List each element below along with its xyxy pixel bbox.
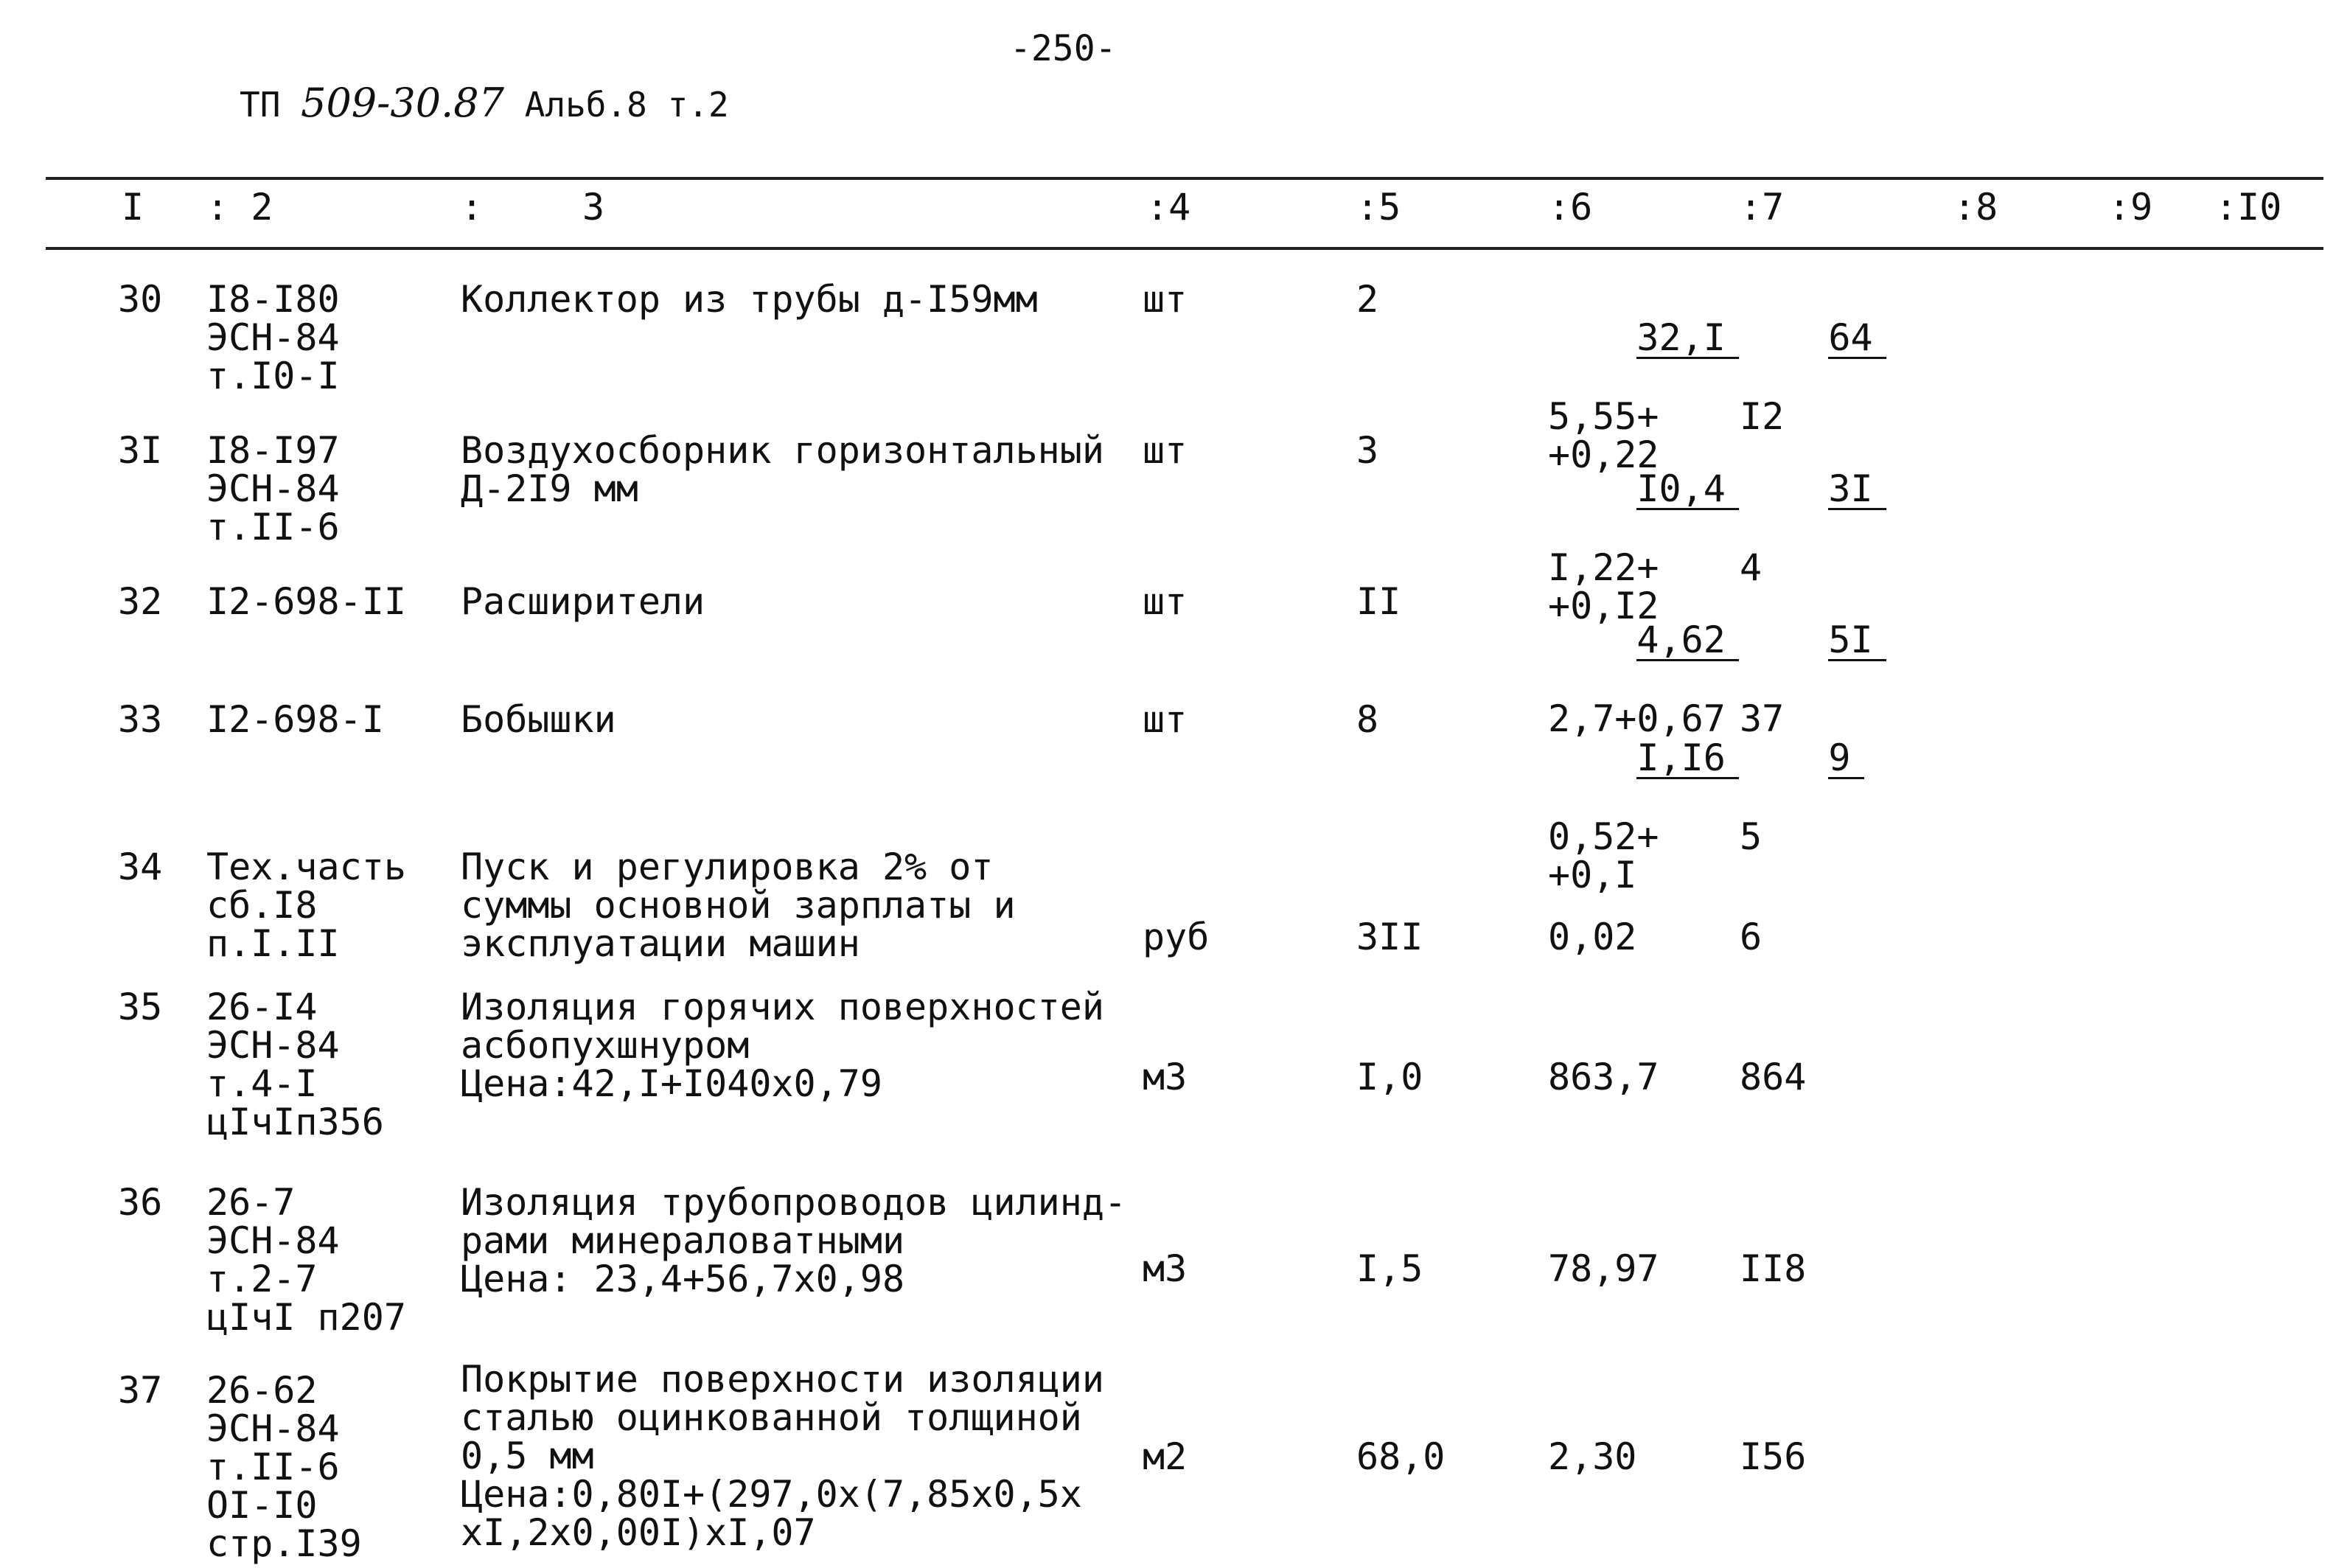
row-number: 35 [118,986,163,1028]
total-cost-wages: I2 [1740,395,1785,438]
norm-code: I8-I97 ЭСН-84 т.II-6 [206,429,340,548]
norm-code: Тех.часть сб.I8 п.I.II [206,846,406,965]
work-description: Пуск и регулировка 2% от суммы основной зарплаты и эксплуатации машин [461,846,1016,965]
row-number: 32 [118,580,163,623]
header-col-7: :7 [1740,186,1785,229]
unit-price: 0,02 [1548,916,1637,958]
norm-code: 26-7 ЭСН-84 т.2-7 цIчI п207 [206,1181,406,1339]
doc-ref-handwritten-number: 509-30.87 [301,80,504,126]
total-cost-wages: 37 [1740,697,1785,740]
unit-price-breakdown: 2,7+0,67 [1548,697,1726,740]
row-number: 3I [118,429,163,472]
norm-code: I2-698-II [206,580,406,623]
unit-price-breakdown: 5,55+ +0,22 [1548,395,1659,476]
quantity: 68,0 [1356,1435,1446,1478]
total-cost-value: 3I [1828,470,1886,510]
norm-code: 26-I4 ЭСН-84 т.4-I цIчIп356 [206,986,384,1143]
doc-ref-prefix: ТП [240,85,281,125]
quantity: 3II [1356,916,1423,958]
page-number: -250- [1010,28,1117,69]
unit-price-total: 4,62 [1636,621,1738,661]
header-col-3-sep: : [461,186,484,229]
row-number: 30 [118,278,163,321]
norm-code: I2-698-I [206,698,384,741]
norm-code: I8-I80 ЭСН-84 т.I0-I [206,278,340,397]
row-number: 36 [118,1181,163,1224]
unit: шт [1143,580,1188,623]
quantity: 2 [1356,278,1379,321]
quantity: I,5 [1356,1247,1423,1290]
row-number: 37 [118,1369,163,1412]
unit: шт [1143,429,1188,472]
work-description: Воздухосборник горизонтальный Д-2I9 мм [461,429,1104,510]
header-col-9: :9 [2108,186,2153,229]
quantity: 8 [1356,698,1379,741]
unit-price: 2,30 [1548,1435,1637,1478]
total-cost: 6 [1740,916,1762,958]
unit-price-total: 32,I [1636,318,1738,359]
work-description: Бобышки [461,698,616,741]
header-col-1: I [122,186,144,229]
header-col-4: :4 [1146,186,1191,229]
work-description: Коллектор из трубы д-I59мм [461,278,1038,321]
row-number: 34 [118,846,163,888]
header-col-10: :I0 [2215,186,2282,229]
unit-price-total: I0,4 [1636,470,1738,510]
table-header-rule [46,247,2323,250]
total-cost-value: 9 [1828,739,1863,779]
total-cost-value: 64 [1828,318,1886,359]
unit: руб [1143,916,1210,958]
total-cost-wages: 5 [1740,815,1762,858]
work-description: Изоляция трубопроводов цилинд- рами минераловатными Цена: 23,4+56,7х0,98 [461,1181,1127,1300]
unit-price-total: I,I6 [1636,739,1738,779]
unit-price-breakdown: 0,52+ +0,I [1548,815,1659,896]
quantity: I,0 [1356,1056,1423,1098]
quantity: II [1356,580,1401,623]
unit: м2 [1143,1435,1188,1478]
total-cost-wages: 4 [1740,546,1762,589]
header-col-8: :8 [1953,186,1998,229]
header-col-3: 3 [582,186,605,229]
unit-price: 78,97 [1548,1247,1659,1290]
work-description: Изоляция горячих поверхностей асбопухшнуром Цена:42,I+I040х0,79 [461,986,1104,1105]
work-description: Расширители [461,580,705,623]
row-number: 33 [118,698,163,741]
unit-price-breakdown: I,22+ +0,I2 [1548,546,1659,627]
quantity: 3 [1356,429,1379,472]
norm-code: 26-62 ЭСН-84 т.II-6 ОI-I0 стр.I39 [206,1369,362,1565]
unit-price: 863,7 [1548,1056,1659,1098]
unit: м3 [1143,1247,1188,1290]
header-col-2: : 2 [206,186,273,229]
unit: шт [1143,698,1188,741]
total-cost: 864 [1740,1056,1807,1098]
total-cost: I56 [1740,1435,1807,1478]
table-top-rule [46,177,2323,180]
header-col-6: :6 [1548,186,1593,229]
work-description: Покрытие поверхности изоляции сталью оцинкованной толщиной 0,5 мм Цена:0,80I+(297,0х(7,85х0,5х хI,2х0,00I)хI,07 [461,1358,1104,1554]
total-cost-value: 5I [1828,621,1886,661]
document-reference [240,80,729,126]
header-col-5: :5 [1356,186,1401,229]
total-cost [1740,700,1864,933]
doc-ref-suffix: Альб.8 т.2 [524,85,729,125]
unit: шт [1143,278,1188,321]
unit: м3 [1143,1056,1188,1098]
total-cost: II8 [1740,1247,1807,1290]
